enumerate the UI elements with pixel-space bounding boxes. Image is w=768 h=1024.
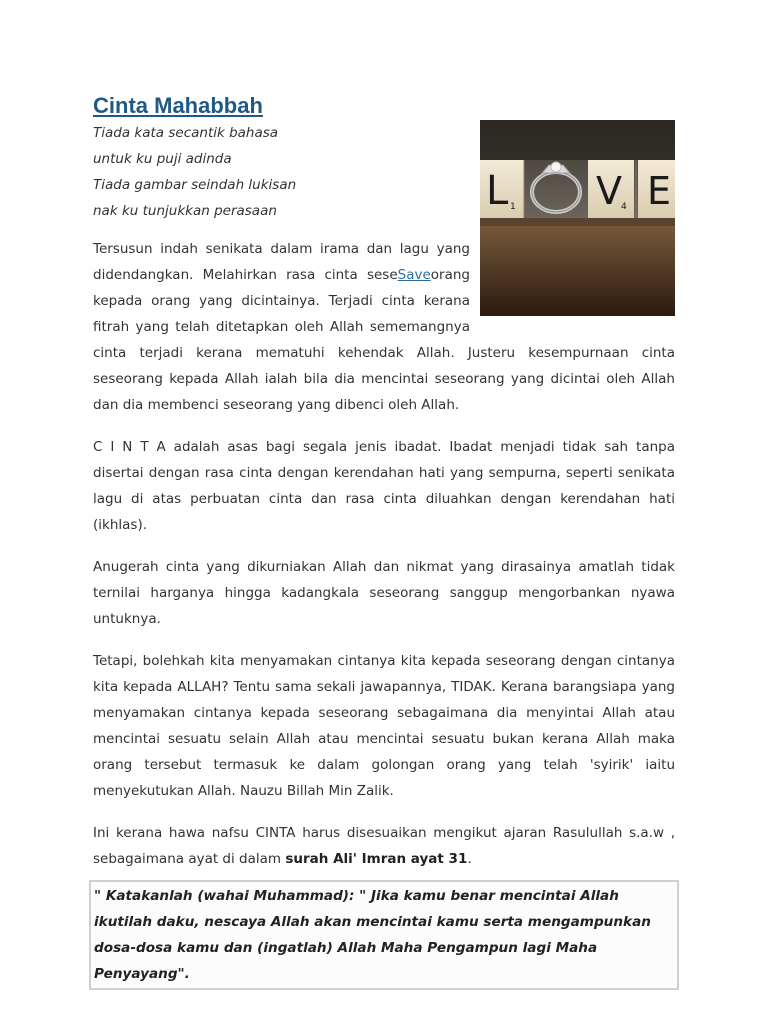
paragraph-1-text-b: orang kepada orang yang dicintainya. Terjadi cinta kerana fitrah yang telah ditetapkan oleh Allah sememangnya cinta terjadi kerana mematuhi kehendak Allah. Justeru kesempurnaan cinta seseorang kepada Allah ialah bila dia mencintai seseorang yang dicintai oleh Allah dan dia membenci seseorang yang dibenci oleh Allah.: [93, 267, 675, 413]
svg-text:V: V: [596, 169, 622, 213]
poem-line: Tiada kata secantik bahasa: [93, 125, 279, 141]
tile-e: [638, 160, 675, 218]
surah-reference: surah Ali' Imran ayat 31: [285, 851, 468, 867]
svg-text:4: 4: [621, 202, 627, 212]
paragraph-1-text-a: Tersusun indah senikata dalam irama dan lagu yang didendangkan. Melahirkan rasa cinta sese: [93, 241, 470, 283]
article-title[interactable]: Cinta Mahabbah: [93, 93, 263, 118]
tile-v: [588, 160, 634, 218]
paragraph-4: Tetapi, bolehkah kita menyamakan cintanya kita kepada seseorang dengan cintanya kita kepada ALLAH? Tentu sama sekali jawapannya, TIDAK. Kerana barangsiapa yang menyamakan cintanya kepada seseorang sebagaimana dia menyintai Allah atau mencintai sesuatu selain Allah atau mencintai sesuatu bukan kerana Allah maka orang tersebut termasuk ke dalam golongan orang yang telah 'syirik' iaitu menyekutukan Allah. Nauzu Billah Min Zalik.: [93, 653, 675, 799]
love-scrabble-picture: [480, 120, 675, 316]
article: [93, 92, 675, 990]
quote-text: " Katakanlah (wahai Muhammad): " Jika kamu benar mencintai Allah ikutilah daku, nescaya Allah akan mencintai kamu serta mengampunkan dosa-dosa kamu dan (ingatlah) Allah Maha Pengampun lagi Maha Penyayang".: [94, 888, 651, 982]
save-link[interactable]: Save: [397, 267, 431, 283]
paragraph-5-text-b: .: [467, 851, 472, 867]
paragraph-5: [93, 820, 675, 872]
quote-box: [89, 880, 679, 990]
paragraph-2: C I N T A adalah asas bagi segala jenis ibadat. Ibadat menjadi tidak sah tanpa disertai dengan rasa cinta dengan kerendahan hati yang sempurna, seperti senikata lagu di atas perbuatan cinta dan rasa cinta diluahkan dengan kerendahan hati (ikhlas).: [93, 439, 675, 533]
love-image: [480, 120, 675, 316]
tile-l: [480, 160, 524, 218]
svg-text:L: L: [486, 168, 509, 214]
paragraph-3: Anugerah cinta yang dikurniakan Allah dan nikmat yang dirasainya amatlah tidak ternilai harganya hingga kadangkala seseorang sanggup mengorbankan nyawa untuknya.: [93, 559, 675, 627]
svg-text:1: 1: [510, 202, 516, 212]
paragraph-5-text-a: Ini kerana hawa nafsu CINTA harus disesuaikan mengikut ajaran Rasulullah s.a.w , sebagaimana ayat di dalam: [93, 825, 675, 867]
poem-line: untuk ku puji adinda: [93, 151, 232, 167]
poem-line: nak ku tunjukkan perasaan: [93, 203, 277, 219]
svg-text:E: E: [647, 169, 672, 213]
poem-line: Tiada gambar seindah lukisan: [93, 177, 297, 193]
